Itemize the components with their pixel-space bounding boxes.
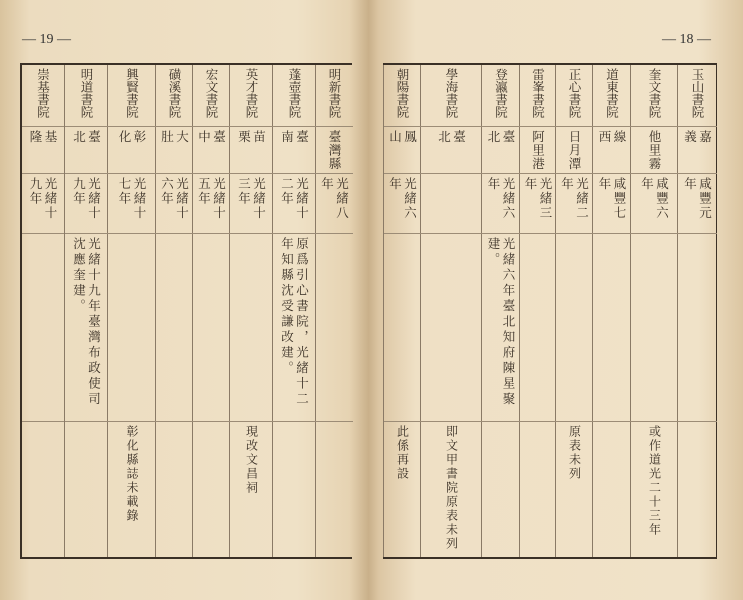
academy-remark: 即文甲書院原表未列	[444, 425, 459, 551]
academy-remark-cell	[273, 422, 316, 557]
academy-name: 道東書院	[604, 68, 620, 118]
academy-name: 蓬壺書院	[287, 68, 302, 118]
founding-year-cell	[230, 174, 273, 234]
academy-name: 朝陽書院	[395, 68, 410, 118]
academy-name-cell	[193, 65, 230, 127]
academy-remark-cell	[156, 422, 193, 557]
academy-remark-cell	[384, 422, 421, 557]
academy-remark-cell	[678, 422, 717, 557]
academy-note-cell	[421, 234, 482, 422]
founding-year: 光緒十九年	[28, 177, 58, 221]
academy-location: 臺灣縣	[327, 130, 342, 171]
academy-note-cell	[678, 234, 717, 422]
founding-year: 咸豐元年	[682, 177, 713, 221]
academy-location-cell	[556, 127, 593, 174]
academy-note-cell	[156, 234, 193, 422]
academy-remark: 或作道光二十三年	[647, 425, 662, 537]
founding-year-cell	[156, 174, 193, 234]
founding-year-cell	[273, 174, 316, 234]
academy-name: 學海書院	[444, 68, 459, 118]
academy-location: 臺中	[196, 130, 227, 157]
academy-name-cell	[22, 65, 64, 127]
academy-note-cell	[556, 234, 593, 422]
academy-location: 阿里港	[530, 130, 546, 171]
academy-remark-cell	[520, 422, 556, 557]
academy-name-cell	[65, 65, 108, 127]
academy-name-cell	[482, 65, 520, 127]
academy-column	[555, 65, 593, 557]
academy-location: 線西	[597, 130, 627, 157]
founding-year: 咸豐六年	[639, 177, 670, 221]
academy-table-left-page	[20, 63, 352, 559]
academy-name: 興賢書院	[124, 68, 140, 118]
academy-column	[519, 65, 556, 557]
founding-year-cell	[421, 174, 482, 234]
academy-location-cell	[22, 127, 64, 174]
founding-year: 光緒十六年	[159, 177, 190, 221]
academy-location-cell	[520, 127, 556, 174]
academy-remark-cell	[193, 422, 230, 557]
academy-remark-cell	[421, 422, 482, 557]
academy-location: 臺南	[279, 130, 310, 157]
academy-remark-cell	[22, 422, 64, 557]
founding-year: 咸豐七年	[597, 177, 627, 221]
academy-location: 他里霧	[647, 130, 662, 171]
academy-note-cell	[384, 234, 421, 422]
academy-name-cell	[384, 65, 421, 127]
academy-column	[229, 65, 273, 557]
academy-remark-cell	[631, 422, 678, 557]
academy-location-cell	[156, 127, 193, 174]
page-number-left: — 19 —	[22, 32, 71, 47]
academy-name-cell	[230, 65, 273, 127]
academy-name: 明新書院	[327, 68, 342, 118]
founding-year: 光緒八年	[319, 177, 350, 221]
academy-column	[22, 65, 64, 557]
page-number-right: — 18 —	[662, 32, 711, 47]
academy-location: 臺北	[71, 130, 102, 157]
academy-note: 原爲引心書院，光緒十二年知縣沈受謙改建。	[279, 237, 310, 408]
founding-year-cell	[384, 174, 421, 234]
academy-note-cell	[193, 234, 230, 422]
academy-name: 雷峯書院	[530, 68, 546, 118]
founding-year-cell	[316, 174, 353, 234]
academy-name-cell	[273, 65, 316, 127]
academy-location-cell	[316, 127, 353, 174]
founding-year-cell	[520, 174, 556, 234]
academy-column	[481, 65, 520, 557]
academy-location-cell	[678, 127, 717, 174]
academy-column	[192, 65, 230, 557]
academy-name-cell	[631, 65, 678, 127]
academy-column	[630, 65, 678, 557]
academy-column	[155, 65, 193, 557]
academy-location: 彰化	[117, 130, 147, 157]
academy-location-cell	[230, 127, 273, 174]
founding-year-cell	[678, 174, 717, 234]
academy-name: 奎文書院	[647, 68, 662, 118]
academy-name-cell	[156, 65, 193, 127]
founding-year: 光緒十七年	[117, 177, 147, 221]
academy-remark-cell	[316, 422, 353, 557]
academy-note-cell	[593, 234, 631, 422]
academy-note-cell	[273, 234, 316, 422]
academy-location-cell	[273, 127, 316, 174]
founding-year: 光緒十五年	[196, 177, 227, 221]
founding-year-cell	[593, 174, 631, 234]
academy-location: 臺北	[436, 130, 467, 157]
academy-name: 明道書院	[79, 68, 94, 118]
academy-location: 基隆	[28, 130, 58, 157]
academy-location-cell	[193, 127, 230, 174]
founding-year: 光緒六年	[387, 177, 418, 221]
academy-remark-cell	[230, 422, 273, 557]
academy-note-cell	[520, 234, 556, 422]
founding-year-cell	[65, 174, 108, 234]
academy-name: 正心書院	[567, 68, 582, 118]
academy-location: 鳳山	[387, 130, 418, 157]
academy-location-cell	[108, 127, 156, 174]
founding-year-cell	[482, 174, 520, 234]
founding-year: 光緒二年	[559, 177, 590, 221]
founding-year-cell	[631, 174, 678, 234]
academy-note-cell	[482, 234, 520, 422]
founding-year-cell	[108, 174, 156, 234]
academy-column	[677, 65, 717, 557]
academy-name-cell	[108, 65, 156, 127]
founding-year: 光緒十九年	[71, 177, 102, 221]
academy-remark-cell	[593, 422, 631, 557]
academy-note-cell	[108, 234, 156, 422]
academy-location: 苗栗	[236, 130, 267, 157]
academy-location-cell	[631, 127, 678, 174]
academy-location: 臺北	[486, 130, 516, 157]
academy-name: 登瀛書院	[493, 68, 509, 118]
academy-location-cell	[421, 127, 482, 174]
academy-table-right-page	[383, 63, 717, 559]
academy-name-cell	[678, 65, 717, 127]
academy-remark: 此係再設	[395, 425, 410, 481]
academy-remark-cell	[482, 422, 520, 557]
academy-column	[592, 65, 631, 557]
academy-remark-cell	[556, 422, 593, 557]
academy-name-cell	[593, 65, 631, 127]
founding-year-cell	[193, 174, 230, 234]
academy-note-cell	[316, 234, 353, 422]
academy-note: 光緒六年臺北知府陳星聚建。	[486, 237, 516, 408]
academy-name-cell	[316, 65, 353, 127]
academy-column	[272, 65, 316, 557]
academy-column	[107, 65, 156, 557]
academy-remark: 彰化縣誌未載錄	[125, 425, 139, 523]
academy-column	[64, 65, 108, 557]
founding-year-cell	[22, 174, 64, 234]
founding-year: 光緒十二年	[279, 177, 310, 221]
founding-year: 光緒十三年	[236, 177, 267, 221]
academy-name-cell	[421, 65, 482, 127]
academy-location-cell	[384, 127, 421, 174]
academy-note: 光緒十九年臺灣布政使司沈應奎建。	[71, 237, 102, 408]
academy-location: 大肚	[159, 130, 190, 157]
academy-column	[383, 65, 421, 557]
academy-note-cell	[22, 234, 64, 422]
academy-remark: 原表未列	[567, 425, 582, 481]
academy-remark: 現改文昌祠	[244, 425, 259, 495]
academy-remark-cell	[108, 422, 156, 557]
academy-location-cell	[482, 127, 520, 174]
academy-location: 嘉義	[682, 130, 713, 157]
academy-location: 日月潭	[567, 130, 582, 171]
academy-name: 宏文書院	[204, 68, 219, 118]
academy-column	[420, 65, 482, 557]
academy-name: 崇基書院	[35, 68, 51, 118]
founding-year: 光緒六年	[486, 177, 516, 221]
academy-note-cell	[230, 234, 273, 422]
academy-note-cell	[631, 234, 678, 422]
academy-location-cell	[593, 127, 631, 174]
academy-note-cell	[65, 234, 108, 422]
academy-name: 玉山書院	[690, 68, 705, 118]
academy-name: 磺溪書院	[167, 68, 182, 118]
academy-name-cell	[556, 65, 593, 127]
academy-column	[315, 65, 353, 557]
founding-year-cell	[556, 174, 593, 234]
academy-remark-cell	[65, 422, 108, 557]
founding-year: 光緒三年	[523, 177, 553, 221]
academy-name-cell	[520, 65, 556, 127]
academy-location-cell	[65, 127, 108, 174]
academy-name: 英才書院	[244, 68, 259, 118]
